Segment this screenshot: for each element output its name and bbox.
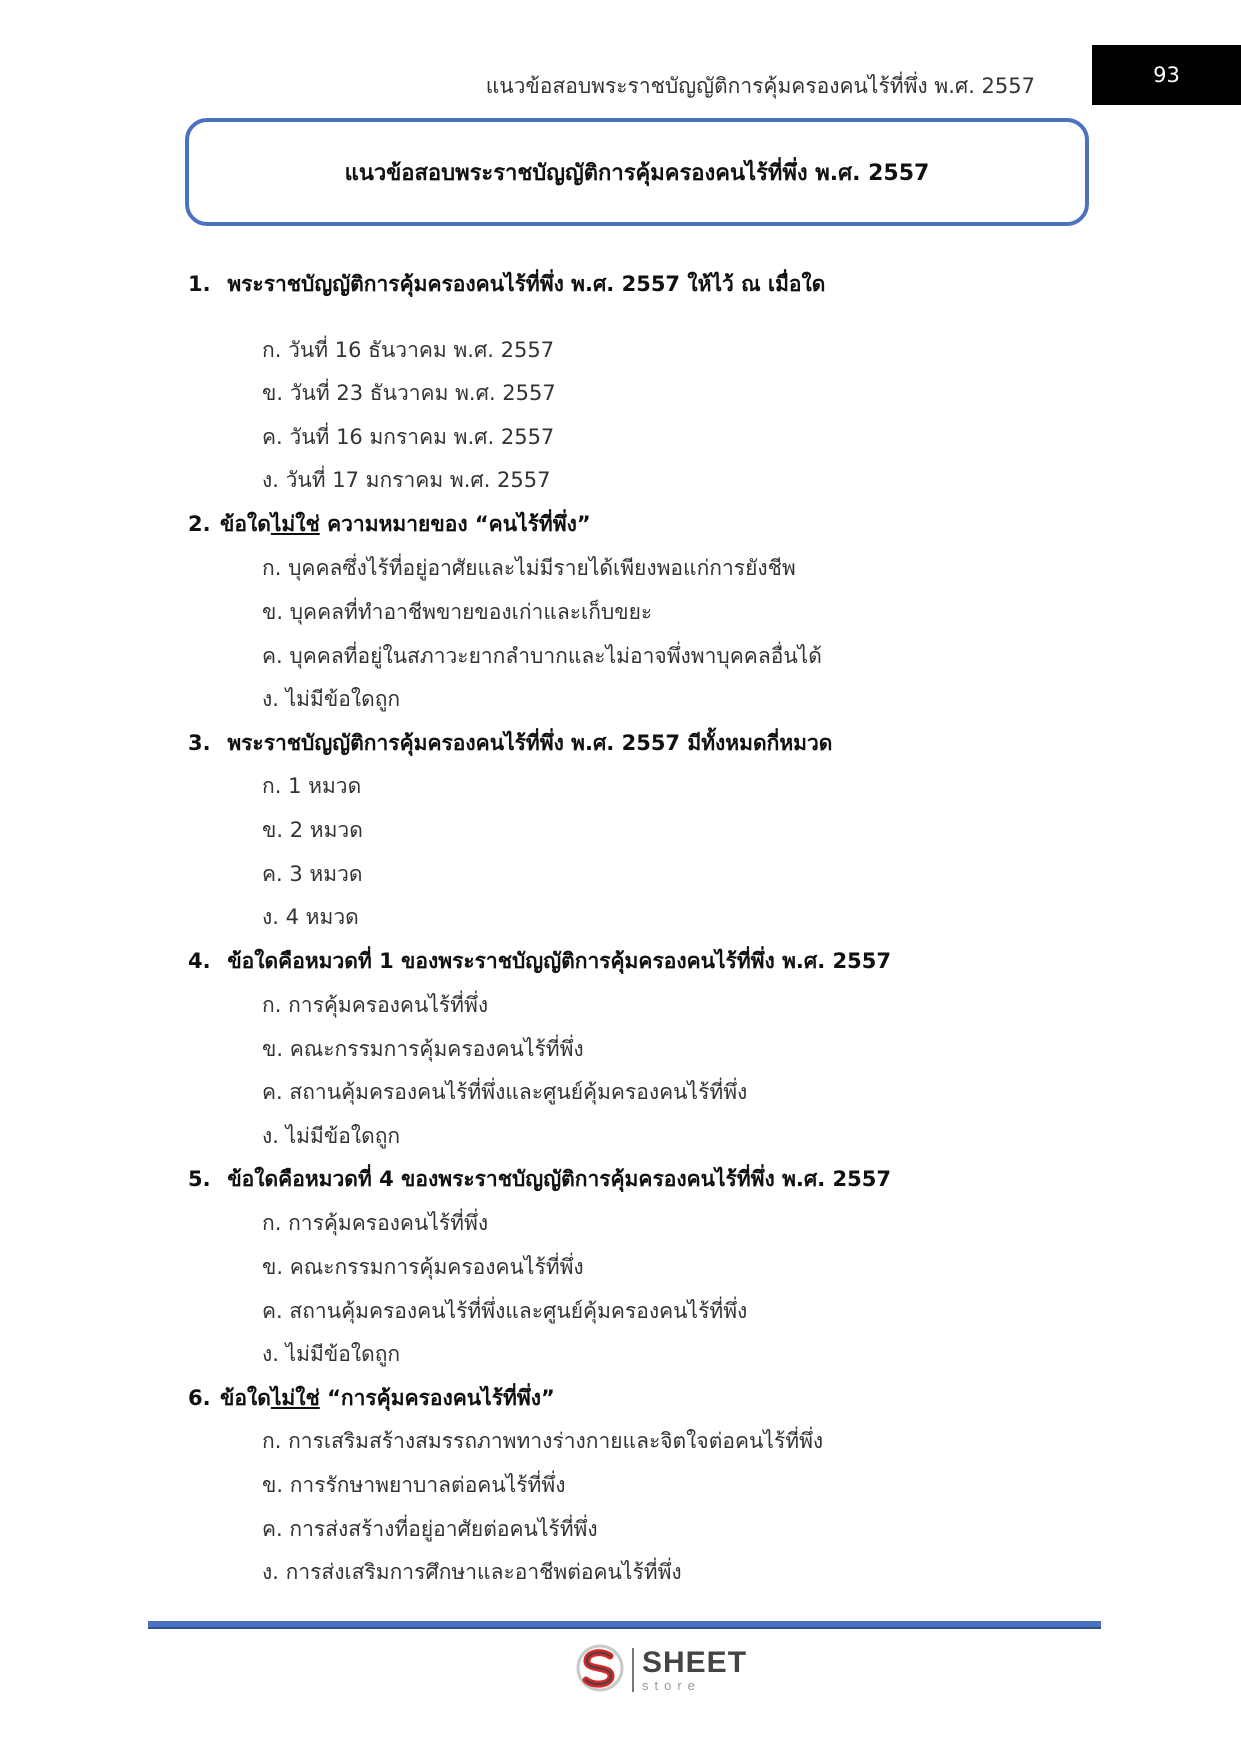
choice-6-a: ก. การเสริมสร้างสมรรถภาพทางร่างกายและจิตใจต่อคนไร้ที่พึ่ง xyxy=(262,1429,824,1453)
question-underlined-word: ไม่ใช่ xyxy=(270,512,320,536)
logo-divider xyxy=(632,1648,634,1692)
question-1 xyxy=(188,268,825,301)
title-text: แนวข้อสอบพระราชบัญญัติการคุ้มครองคนไร้ที่พึ่ง พ.ศ. 2557 xyxy=(344,160,930,186)
question-text: ข้อใด xyxy=(220,1386,271,1410)
question-number: 2. xyxy=(188,512,211,536)
question-text: ข้อใด xyxy=(220,512,271,536)
question-text: ข้อใดคือหมวดที่ 1 ของพระราชบัญญัติการคุ้มครองคนไร้ที่พึ่ง พ.ศ. 2557 xyxy=(227,949,891,973)
brand-text xyxy=(642,1648,747,1692)
footer-logo xyxy=(574,1643,747,1697)
choice-1-a: ก. วันที่ 16 ธันวาคม พ.ศ. 2557 xyxy=(262,338,555,362)
question-3 xyxy=(188,727,832,760)
question-text: พระราชบัญญัติการคุ้มครองคนไร้ที่พึ่ง พ.ศ. 2557 มีทั้งหมดกี่หมวด xyxy=(227,731,833,755)
choice-6-b: ข. การรักษาพยาบาลต่อคนไร้ที่พึ่ง xyxy=(262,1473,566,1497)
brand-sub: store xyxy=(642,1678,701,1693)
brand-main: SHEET xyxy=(642,1646,748,1679)
question-text-rest: ความหมายของ “คนไร้ที่พึ่ง” xyxy=(319,512,591,536)
choice-4-b: ข. คณะกรรมการคุ้มครองคนไร้ที่พึ่ง xyxy=(262,1037,584,1061)
running-header-title: แนวข้อสอบพระราชบัญญัติการคุ้มครองคนไร้ที่พึ่ง พ.ศ. 2557 xyxy=(485,74,1035,98)
choice-5-d: ง. ไม่มีข้อใดถูก xyxy=(262,1342,401,1366)
question-number: 3. xyxy=(188,731,211,755)
choice-5-a: ก. การคุ้มครองคนไร้ที่พึ่ง xyxy=(262,1211,489,1235)
question-number: 5. xyxy=(188,1167,211,1191)
question-2 xyxy=(188,508,591,541)
choice-3-a: ก. 1 หมวด xyxy=(262,774,362,798)
question-number: 6. xyxy=(188,1386,211,1410)
choice-5-c: ค. สถานคุ้มครองคนไร้ที่พึ่งและศูนย์คุ้มครองคนไร้ที่พึ่ง xyxy=(262,1299,748,1323)
question-5 xyxy=(188,1163,891,1196)
choice-6-c: ค. การส่งสร้างที่อยู่อาศัยต่อคนไร้ที่พึ่ง xyxy=(262,1517,598,1541)
choice-3-c: ค. 3 หมวด xyxy=(262,862,363,886)
footer-rule xyxy=(148,1621,1101,1629)
question-number: 4. xyxy=(188,949,211,973)
choice-4-c: ค. สถานคุ้มครองคนไร้ที่พึ่งและศูนย์คุ้มครองคนไร้ที่พึ่ง xyxy=(262,1080,748,1104)
title-box xyxy=(185,118,1089,226)
question-6 xyxy=(188,1382,555,1415)
question-text: พระราชบัญญัติการคุ้มครองคนไร้ที่พึ่ง พ.ศ. 2557 ให้ไว้ ณ เมื่อใด xyxy=(227,272,826,296)
choice-4-d: ง. ไม่มีข้อใดถูก xyxy=(262,1124,401,1148)
page-number: 93 xyxy=(1092,45,1241,105)
question-text: ข้อใดคือหมวดที่ 4 ของพระราชบัญญัติการคุ้มครองคนไร้ที่พึ่ง พ.ศ. 2557 xyxy=(227,1167,891,1191)
choice-1-d: ง. วันที่ 17 มกราคม พ.ศ. 2557 xyxy=(262,468,551,492)
question-number: 1. xyxy=(188,272,211,296)
choice-2-d: ง. ไม่มีข้อใดถูก xyxy=(262,687,401,711)
choice-2-b: ข. บุคคลที่ทำอาชีพขายของเก่าและเก็บขยะ xyxy=(262,600,653,624)
choice-4-a: ก. การคุ้มครองคนไร้ที่พึ่ง xyxy=(262,993,489,1017)
question-text-rest: “การคุ้มครองคนไร้ที่พึ่ง” xyxy=(319,1386,555,1410)
choice-3-d: ง. 4 หมวด xyxy=(262,905,359,929)
choice-1-c: ค. วันที่ 16 มกราคม พ.ศ. 2557 xyxy=(262,425,555,449)
choice-2-a: ก. บุคคลซึ่งไร้ที่อยู่อาศัยและไม่มีรายได้เพียงพอแก่การยังชีพ xyxy=(262,556,796,580)
choice-3-b: ข. 2 หมวด xyxy=(262,818,363,842)
question-underlined-word: ไม่ใช่ xyxy=(270,1386,320,1410)
sheet-store-logo-icon xyxy=(574,1642,626,1698)
choice-5-b: ข. คณะกรรมการคุ้มครองคนไร้ที่พึ่ง xyxy=(262,1255,584,1279)
choice-2-c: ค. บุคคลที่อยู่ในสภาวะยากลำบากและไม่อาจพึ่งพาบุคคลอื่นได้ xyxy=(262,644,822,668)
choice-1-b: ข. วันที่ 23 ธันวาคม พ.ศ. 2557 xyxy=(262,381,556,405)
choice-6-d: ง. การส่งเสริมการศึกษาและอาชีพต่อคนไร้ที่พึ่ง xyxy=(262,1560,682,1584)
question-4 xyxy=(188,945,891,978)
